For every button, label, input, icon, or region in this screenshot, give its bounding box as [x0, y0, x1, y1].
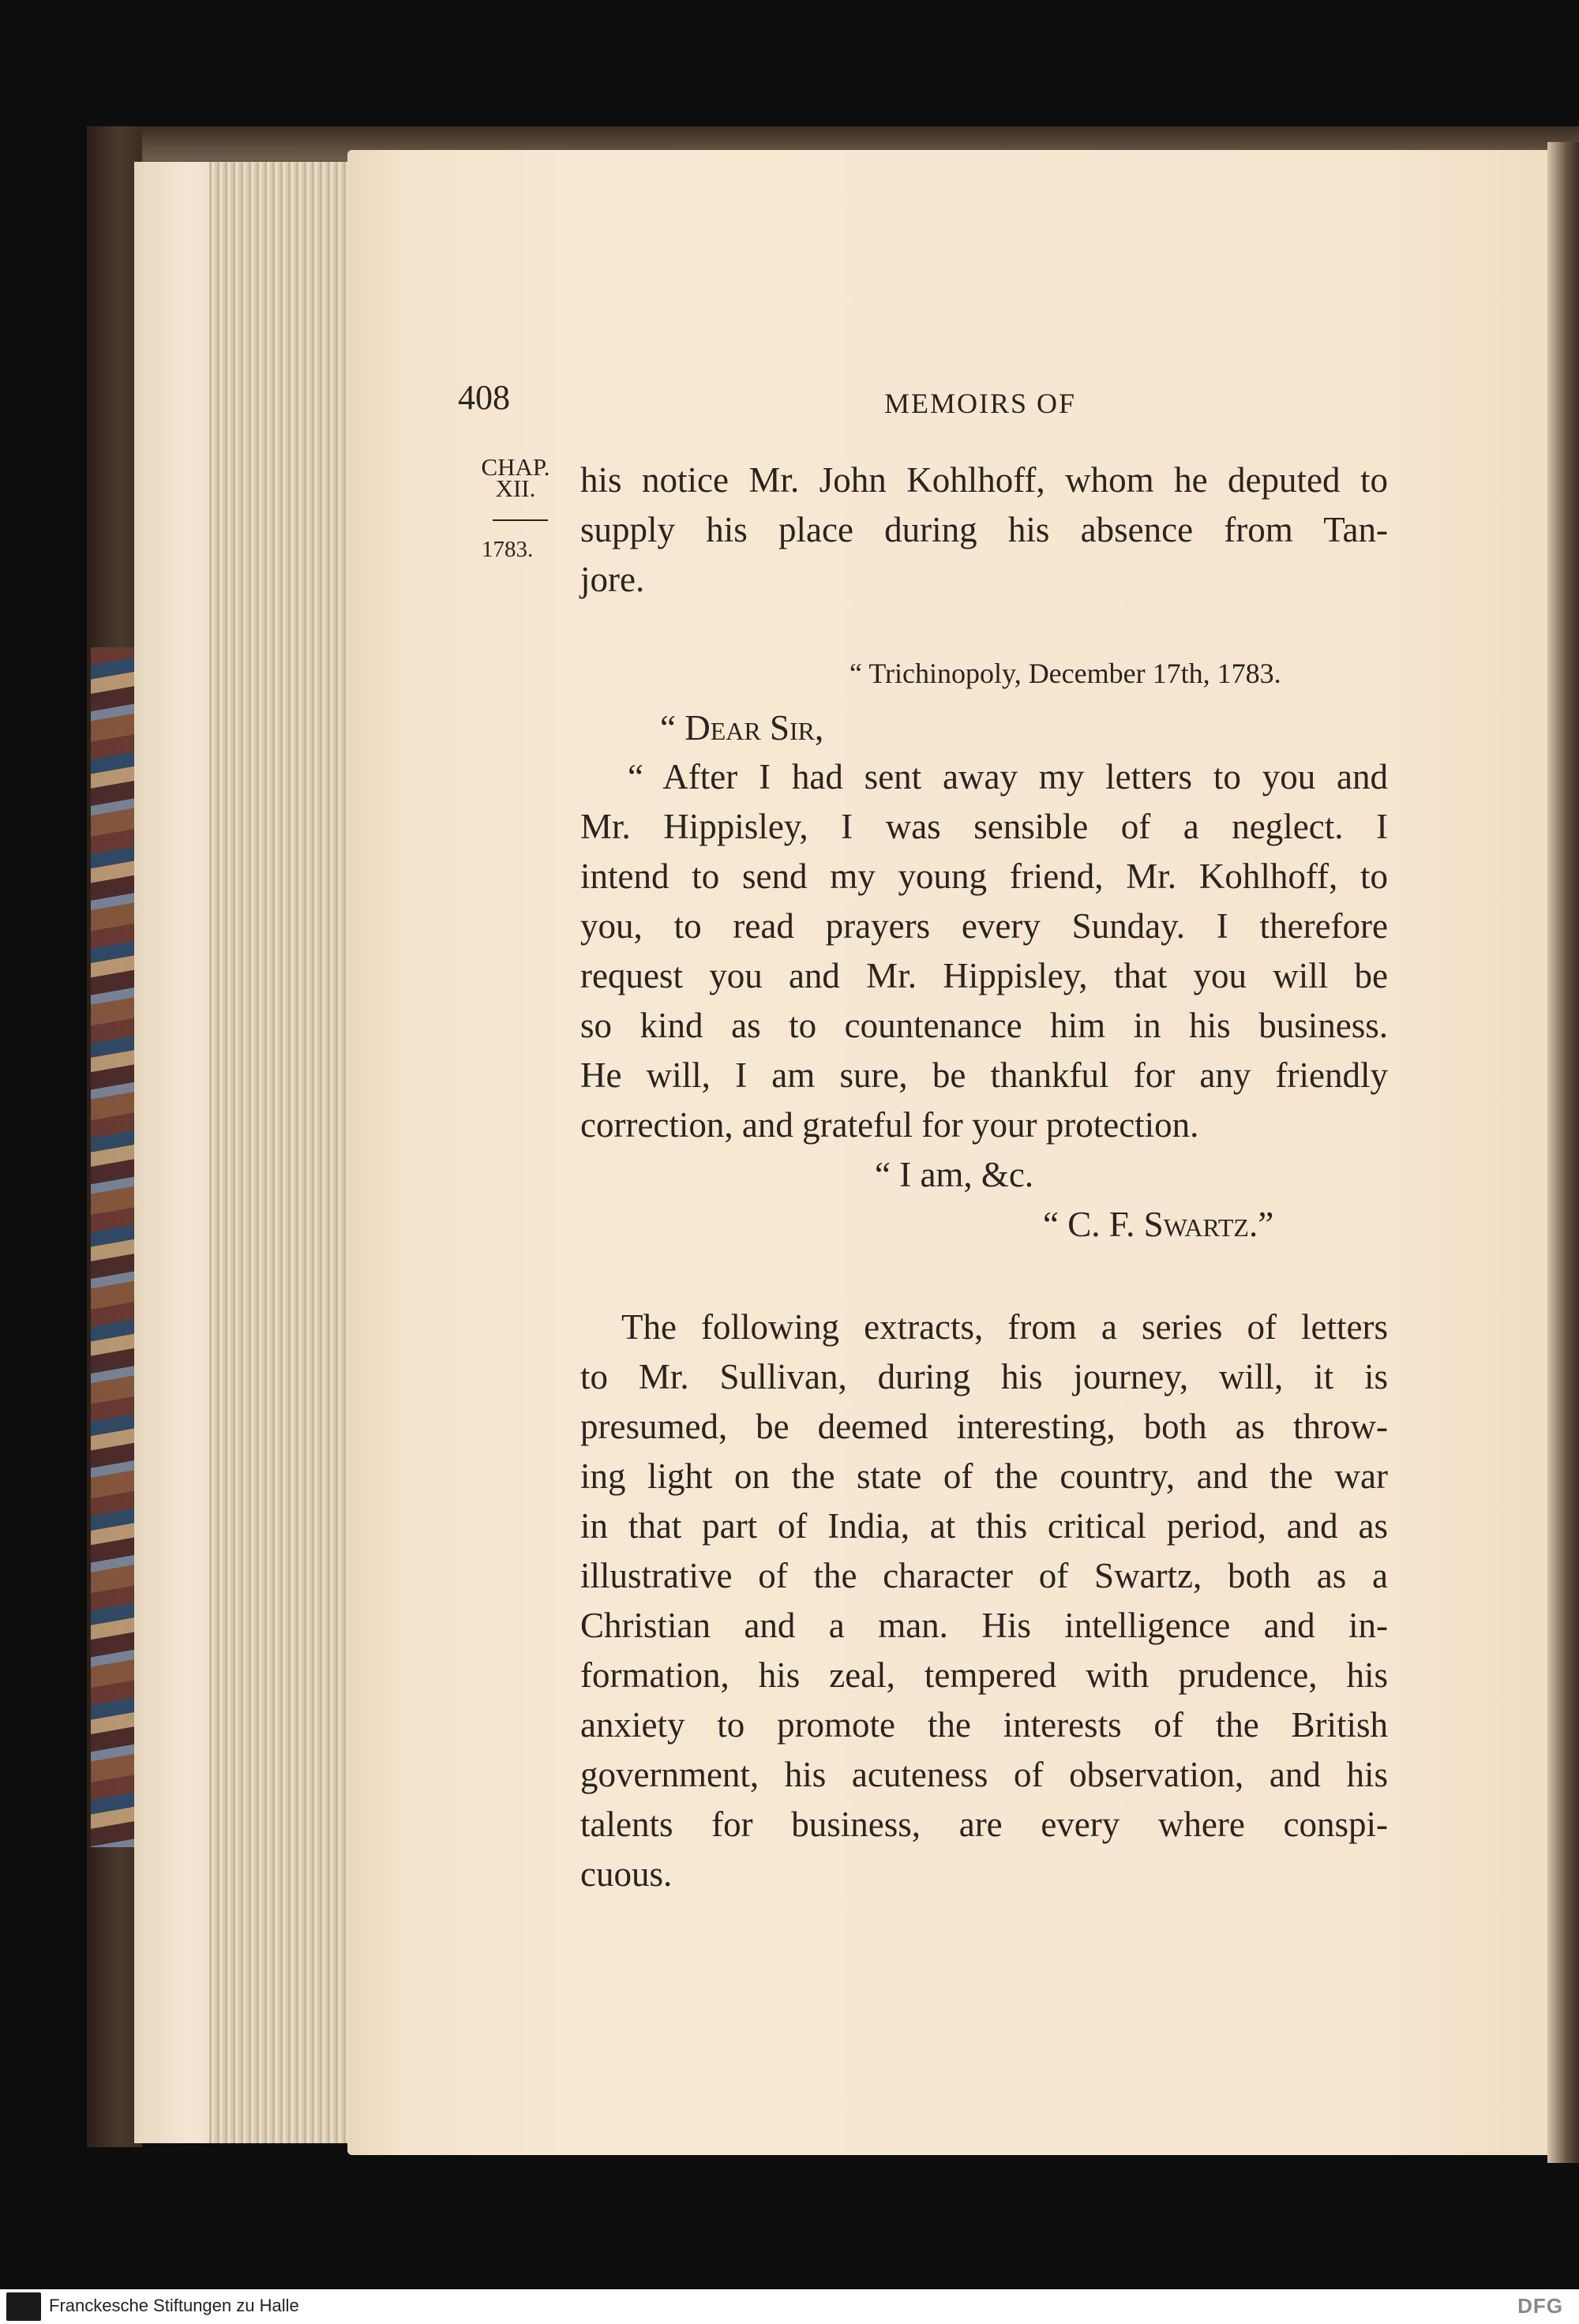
text-line: presumed, be deemed interesting, both as throw- — [580, 1407, 1388, 1446]
running-head: MEMOIRS OF — [884, 388, 1077, 419]
text-line: illustrative of the character of Swartz, both as a — [580, 1556, 1388, 1595]
text-line: so kind as to countenance him in his business. — [580, 1006, 1388, 1045]
text-line: anxiety to promote the interests of the British — [580, 1705, 1388, 1745]
text-line: Christian and a man. His intelligence and in- — [580, 1606, 1388, 1645]
letter-salutation: “ Dear Sir, — [660, 708, 824, 748]
text-line: to Mr. Sullivan, during his journey, will, it is — [580, 1357, 1388, 1396]
margin-chap: CHAP. — [481, 453, 550, 481]
text-line: correction, and grateful for your protection. — [580, 1105, 1199, 1145]
text-line: in that part of India, at this critical period, and as — [580, 1506, 1388, 1546]
right-page-edge — [1547, 142, 1579, 2163]
letter-closing: “ I am, &c. — [875, 1155, 1034, 1194]
margin-chap-number: XII. — [495, 474, 536, 502]
text-line: jore. — [580, 560, 645, 599]
text-line: formation, his zeal, tempered with prudence, his — [580, 1655, 1388, 1695]
text-line: He will, I am sure, be thankful for any friendly — [580, 1055, 1388, 1095]
text-line: The following extracts, from a series of letters — [621, 1307, 1388, 1347]
page-number: 408 — [458, 378, 510, 417]
margin-rule — [493, 519, 548, 521]
letter-date: “ Trichinopoly, December 17th, 1783. — [850, 658, 1281, 689]
text-line: you, to read prayers every Sunday. I therefore — [580, 906, 1388, 946]
footer-institution: Franckesche Stiftungen zu Halle — [49, 2296, 299, 2315]
text-line: supply his place during his absence from Tan- — [580, 510, 1388, 549]
letter-signature: “ C. F. Swartz.” — [1043, 1205, 1274, 1244]
text-line: ing light on the state of the country, and the war — [580, 1456, 1388, 1496]
page-stack-edge — [209, 162, 359, 2143]
text-line: cuous. — [580, 1854, 673, 1894]
text-line: request you and Mr. Hippisley, that you will be — [580, 956, 1388, 995]
text-line: his notice Mr. John Kohlhoff, whom he deputed to — [580, 460, 1388, 500]
margin-chapter-label — [472, 453, 559, 502]
text-line: intend to send my young friend, Mr. Kohlhoff, to — [580, 857, 1388, 896]
text-line: talents for business, are every where conspi- — [580, 1805, 1388, 1844]
margin-year: 1783. — [482, 537, 534, 562]
dfg-logo: DFG — [1517, 2294, 1563, 2318]
text-line: “ After I had sent away my letters to you and — [628, 757, 1388, 797]
text-line: Mr. Hippisley, I was sensible of a neglect. I — [580, 807, 1388, 846]
text-line: government, his acuteness of observation, and his — [580, 1755, 1388, 1794]
institution-logo-icon — [6, 2292, 41, 2321]
